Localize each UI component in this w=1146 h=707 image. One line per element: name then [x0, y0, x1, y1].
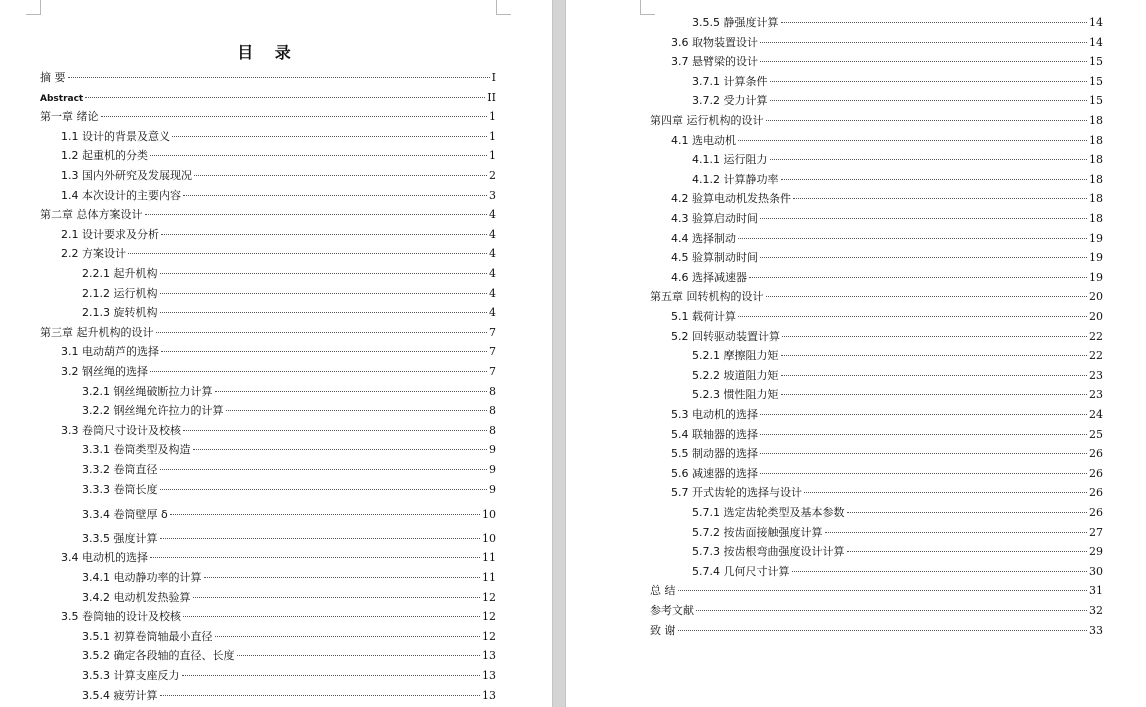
page-gap — [552, 0, 566, 707]
toc-dot-leader — [804, 491, 1087, 493]
toc-entry-page-number: 9 — [489, 443, 496, 457]
toc-entry-title: 3.5.4 疲劳计算 — [82, 688, 158, 702]
toc-entry-title: 第三章 起升机构的设计 — [40, 325, 154, 339]
toc-entry-title: 5.2.3 惯性阻力矩 — [692, 388, 779, 402]
toc-dot-leader — [160, 468, 488, 470]
toc-entry-title: 3.2 钢丝绳的选择 — [61, 365, 148, 378]
toc-entry[interactable] — [671, 444, 1103, 464]
toc-entry-title: 2.1.2 运行机构 — [82, 286, 158, 300]
toc-entry-title: 3.5.3 计算支座反力 — [82, 669, 180, 682]
toc-dot-leader — [150, 370, 487, 372]
toc-dot-leader — [204, 576, 481, 578]
toc-entry-title: 5.7.3 按齿根弯曲强度设计计算 — [692, 545, 845, 559]
toc-entry[interactable] — [82, 460, 496, 480]
toc-entry[interactable] — [82, 505, 496, 525]
toc-entry-page-number: 4 — [489, 227, 496, 241]
toc-entry[interactable] — [82, 529, 496, 549]
toc-dot-leader — [760, 452, 1087, 454]
toc-dot-leader — [160, 311, 488, 313]
toc-dot-leader — [194, 174, 487, 176]
toc-entry[interactable] — [61, 146, 496, 166]
toc-entry-title: 2.2 方案设计 — [61, 247, 126, 261]
toc-entry[interactable] — [650, 601, 1103, 621]
toc-entry-page-number: 26 — [1089, 447, 1103, 461]
toc-dot-leader — [183, 194, 487, 196]
toc-entry-title: 3.6 取物装置设计 — [671, 35, 758, 49]
toc-entry-title: 2.1.3 旋转机构 — [82, 306, 158, 320]
toc-entry-title: 5.2.1 摩擦阻力矩 — [692, 349, 779, 363]
toc-entry-page-number: 23 — [1089, 388, 1103, 402]
toc-entry-title: 5.1 载荷计算 — [671, 310, 736, 323]
toc-entry-page-number: 8 — [489, 404, 496, 418]
toc-entry-page-number: 4 — [489, 286, 496, 300]
toc-entry[interactable] — [671, 464, 1103, 484]
toc-entry-page-number: 11 — [482, 551, 496, 565]
toc-entry-page-number: 12 — [482, 590, 496, 604]
toc-title: 目 录 — [237, 43, 299, 62]
toc-dot-leader — [193, 448, 488, 450]
toc-entry[interactable] — [82, 666, 496, 686]
toc-entry-title: 摘 要 — [40, 71, 66, 84]
toc-entry-title: 5.7.2 按齿面接触强度计算 — [692, 525, 823, 539]
toc-entry[interactable] — [82, 440, 496, 460]
toc-entry-page-number: 32 — [1089, 604, 1103, 617]
toc-entry-page-number: 26 — [1089, 466, 1103, 480]
toc-entry[interactable] — [82, 303, 496, 323]
toc-entry-title: 5.5 制动器的选择 — [671, 447, 758, 461]
toc-dot-leader — [678, 589, 1088, 591]
toc-entry-page-number: 25 — [1089, 427, 1103, 441]
toc-entry-page-number: 19 — [1089, 251, 1103, 265]
toc-dot-leader — [215, 635, 481, 637]
toc-entry[interactable] — [61, 607, 496, 627]
toc-entry[interactable] — [671, 229, 1103, 249]
toc-entry-page-number: 14 — [1089, 35, 1103, 49]
toc-entry-page-number: 24 — [1089, 408, 1103, 421]
toc-entry-page-number: 4 — [489, 267, 496, 280]
toc-entry[interactable] — [40, 107, 496, 127]
toc-dot-leader — [161, 350, 487, 352]
toc-entry-title: 第五章 回转机构的设计 — [650, 290, 764, 304]
toc-entry-page-number: 33 — [1089, 623, 1103, 637]
toc-entry-title: 第四章 运行机构的设计 — [650, 114, 764, 127]
toc-entry-title: 4.2 验算电动机发热条件 — [671, 192, 791, 206]
document-page-right — [566, 0, 1146, 707]
toc-entry-page-number: 15 — [1089, 74, 1103, 88]
toc-entry-title: 3.7.2 受力计算 — [692, 94, 768, 108]
toc-entry[interactable] — [61, 186, 496, 206]
toc-entry-page-number: 19 — [1089, 231, 1103, 245]
toc-entry[interactable] — [82, 588, 496, 608]
toc-entry-title: 第一章 绪论 — [40, 110, 99, 124]
toc-entry-page-number: 7 — [489, 345, 496, 359]
document-page-left — [0, 0, 552, 707]
toc-entry[interactable] — [692, 562, 1103, 582]
toc-entry[interactable] — [671, 425, 1103, 445]
toc-entry-title: 4.1 选电动机 — [671, 133, 736, 147]
toc-dot-leader — [156, 331, 488, 333]
toc-entry[interactable] — [692, 346, 1103, 366]
toc-entry-title: 5.4 联轴器的选择 — [671, 427, 758, 441]
toc-dot-leader — [749, 276, 1087, 278]
toc-entry-title: 3.1 电动葫芦的选择 — [61, 345, 159, 359]
toc-entry-page-number: I — [491, 71, 496, 84]
toc-dot-leader — [678, 629, 1088, 631]
toc-dot-leader — [237, 654, 481, 656]
toc-entry-page-number: 8 — [489, 423, 496, 437]
toc-dot-leader — [781, 374, 1088, 376]
toc-entry-title: Abstract — [40, 93, 84, 104]
toc-entry-title: 1.1 设计的背景及意义 — [61, 129, 170, 143]
toc-entry-title: 4.5 验算制动时间 — [671, 251, 758, 265]
toc-entry[interactable] — [61, 362, 496, 382]
toc-dot-leader — [160, 272, 488, 274]
toc-entry[interactable] — [61, 225, 496, 245]
toc-entry-page-number: 10 — [482, 508, 496, 522]
toc-dot-leader — [161, 233, 487, 235]
toc-dot-leader — [183, 615, 480, 617]
toc-entry-title: 5.2 回转驱动装置计算 — [671, 329, 780, 343]
toc-entry[interactable] — [671, 52, 1103, 72]
toc-entry[interactable] — [692, 385, 1103, 405]
toc-entry-title: 3.5.5 静强度计算 — [692, 16, 779, 29]
toc-entry[interactable] — [82, 401, 496, 421]
toc-entry-page-number: 20 — [1089, 290, 1103, 304]
toc-dot-leader — [183, 429, 487, 431]
toc-dot-leader — [128, 252, 487, 254]
toc-dot-leader — [738, 139, 1087, 141]
toc-entry-title: 5.7 开式齿轮的选择与设计 — [671, 486, 802, 500]
toc-entry-page-number: II — [487, 90, 496, 104]
toc-entry[interactable] — [671, 327, 1103, 347]
toc-dot-leader — [782, 335, 1087, 337]
toc-entry[interactable] — [82, 480, 496, 500]
toc-entry[interactable] — [692, 91, 1103, 111]
toc-entry[interactable] — [82, 284, 496, 304]
toc-entry-page-number: 1 — [489, 110, 496, 124]
toc-dot-leader — [150, 154, 487, 156]
toc-entry[interactable] — [61, 421, 496, 441]
toc-entry-title: 1.3 国内外研究及发展现况 — [61, 169, 192, 182]
toc-entry-title: 4.1.2 计算静功率 — [692, 172, 779, 186]
toc-entry-title: 3.2.2 钢丝绳允许拉力的计算 — [82, 404, 224, 418]
toc-dot-leader — [696, 609, 1087, 611]
toc-dot-leader — [172, 135, 487, 137]
toc-entry[interactable] — [61, 244, 496, 264]
toc-entry[interactable] — [650, 621, 1103, 641]
toc-entry-title: 3.5.1 初算卷筒轴最小直径 — [82, 629, 213, 643]
toc-entry-page-number: 22 — [1089, 329, 1103, 343]
toc-entry[interactable] — [671, 483, 1103, 503]
toc-dot-leader — [847, 511, 1088, 513]
toc-entry-page-number: 7 — [489, 365, 496, 378]
toc-entry-title: 3.3.1 卷筒类型及构造 — [82, 443, 191, 457]
toc-entry-page-number: 4 — [489, 208, 496, 222]
toc-entry-title: 参考文献 — [650, 604, 694, 617]
toc-entry[interactable] — [40, 205, 496, 225]
toc-entry[interactable] — [692, 366, 1103, 386]
toc-entry-page-number: 12 — [482, 629, 496, 643]
toc-entry-title: 3.3.5 强度计算 — [82, 531, 158, 545]
toc-entry-title: 3.3.3 卷筒长度 — [82, 482, 158, 496]
toc-entry-page-number: 1 — [489, 149, 496, 163]
toc-entry[interactable] — [40, 323, 496, 343]
toc-entry[interactable] — [671, 268, 1103, 288]
toc-entry-page-number: 15 — [1089, 94, 1103, 108]
toc-entry-page-number: 26 — [1089, 506, 1103, 519]
toc-dot-leader — [145, 213, 488, 215]
toc-dot-leader — [770, 80, 1088, 82]
toc-entry-title: 2.2.1 起升机构 — [82, 267, 158, 280]
toc-entry-page-number: 8 — [489, 384, 496, 398]
toc-entry-title: 3.4.1 电动静功率的计算 — [82, 571, 202, 584]
crop-mark — [640, 0, 655, 15]
toc-entry-page-number: 22 — [1089, 349, 1103, 363]
toc-dot-leader — [825, 531, 1088, 533]
toc-entry[interactable] — [82, 264, 496, 284]
toc-entry-page-number: 4 — [489, 306, 496, 320]
toc-entry-page-number: 18 — [1089, 172, 1103, 186]
toc-entry-title: 4.4 选择制动 — [671, 231, 736, 245]
toc-dot-leader — [85, 96, 485, 98]
toc-entry-title: 5.2.2 坡道阻力矩 — [692, 368, 779, 382]
toc-entry-page-number: 13 — [482, 649, 496, 663]
toc-entry[interactable] — [82, 568, 496, 588]
toc-dot-leader — [770, 158, 1088, 160]
toc-dot-leader — [766, 295, 1088, 297]
crop-mark — [26, 0, 41, 15]
toc-dot-leader — [792, 570, 1088, 572]
toc-entry-title: 致 谢 — [650, 623, 676, 637]
toc-entry-page-number: 29 — [1089, 545, 1103, 559]
toc-entry-title: 4.1.1 运行阻力 — [692, 153, 768, 167]
toc-entry-title: 总 结 — [650, 584, 676, 598]
toc-entry-title: 3.7.1 计算条件 — [692, 74, 768, 88]
toc-entry[interactable] — [671, 307, 1103, 327]
toc-entry[interactable] — [61, 127, 496, 147]
toc-entry-page-number: 18 — [1089, 153, 1103, 167]
toc-entry-page-number: 30 — [1089, 564, 1103, 578]
toc-entry-page-number: 12 — [482, 610, 496, 624]
toc-dot-leader — [793, 197, 1087, 199]
toc-dot-leader — [760, 433, 1087, 435]
toc-dot-leader — [738, 237, 1087, 239]
toc-dot-leader — [150, 556, 480, 558]
toc-entry-page-number: 15 — [1089, 55, 1103, 69]
toc-entry-title: 1.2 起重机的分类 — [61, 149, 148, 163]
toc-entry[interactable] — [671, 248, 1103, 268]
toc-entry[interactable] — [40, 88, 496, 108]
toc-dot-leader — [170, 513, 480, 515]
toc-entry-title: 3.3.4 卷筒壁厚 δ — [82, 508, 168, 522]
toc-entry[interactable] — [650, 581, 1103, 601]
toc-entry-title: 3.2.1 钢丝绳破断拉力计算 — [82, 384, 213, 398]
toc-dot-leader — [160, 537, 481, 539]
toc-entry-page-number: 14 — [1089, 16, 1103, 29]
toc-entry[interactable] — [692, 13, 1103, 33]
toc-entry-title: 5.6 减速器的选择 — [671, 466, 758, 480]
toc-entry-title: 3.5.2 确定各段轴的直径、长度 — [82, 649, 235, 663]
toc-entry-page-number: 18 — [1089, 133, 1103, 147]
toc-dot-leader — [781, 21, 1088, 23]
toc-entry[interactable] — [82, 627, 496, 647]
toc-entry[interactable] — [82, 686, 496, 706]
toc-entry[interactable] — [61, 548, 496, 568]
toc-entry-page-number: 10 — [482, 531, 496, 545]
toc-entry[interactable] — [40, 68, 496, 88]
toc-dot-leader — [193, 596, 481, 598]
toc-entry-title: 3.4.2 电动机发热验算 — [82, 590, 191, 604]
toc-entry-page-number: 18 — [1089, 114, 1103, 127]
toc-entry-title: 3.4 电动机的选择 — [61, 551, 148, 565]
toc-dot-leader — [226, 409, 488, 411]
toc-entry-title: 3.3.2 卷筒直径 — [82, 463, 158, 476]
crop-mark — [496, 0, 511, 15]
toc-entry[interactable] — [671, 131, 1103, 151]
toc-entry-page-number: 19 — [1089, 270, 1103, 284]
toc-entry-title: 5.7.4 几何尺寸计算 — [692, 564, 790, 578]
toc-entry-page-number: 3 — [489, 188, 496, 202]
toc-entry-page-number: 23 — [1089, 368, 1103, 382]
toc-entry-page-number: 13 — [482, 688, 496, 702]
toc-dot-leader — [760, 472, 1087, 474]
toc-entry-title: 5.3 电动机的选择 — [671, 408, 758, 421]
toc-entry-page-number: 4 — [489, 247, 496, 261]
toc-entry-page-number: 13 — [482, 669, 496, 682]
toc-entry-page-number: 18 — [1089, 212, 1103, 225]
toc-entry-title: 1.4 本次设计的主要内容 — [61, 188, 181, 202]
toc-entry-page-number: 9 — [489, 482, 496, 496]
toc-entry[interactable] — [650, 287, 1103, 307]
toc-dot-leader — [760, 60, 1087, 62]
toc-entry-title: 2.1 设计要求及分析 — [61, 227, 159, 241]
toc-entry[interactable] — [692, 170, 1103, 190]
toc-dot-leader — [781, 178, 1088, 180]
toc-entry[interactable] — [61, 166, 496, 186]
toc-entry[interactable] — [671, 209, 1103, 229]
toc-entry-title: 4.3 验算启动时间 — [671, 212, 758, 225]
toc-entry-page-number: 11 — [482, 571, 496, 584]
toc-entry[interactable] — [671, 33, 1103, 53]
toc-dot-leader — [160, 488, 488, 490]
toc-dot-leader — [760, 413, 1087, 415]
toc-entry[interactable] — [692, 542, 1103, 562]
toc-dot-leader — [781, 393, 1088, 395]
toc-dot-leader — [160, 694, 481, 696]
toc-entry-page-number: 27 — [1089, 525, 1103, 539]
toc-dot-leader — [215, 390, 488, 392]
toc-entry[interactable] — [61, 342, 496, 362]
toc-entry[interactable] — [82, 382, 496, 402]
toc-entry-title: 3.7 悬臂梁的设计 — [671, 55, 758, 69]
toc-entry-page-number: 2 — [489, 169, 496, 182]
toc-dot-leader — [766, 119, 1088, 121]
toc-entry-page-number: 26 — [1089, 486, 1103, 500]
toc-entry[interactable] — [82, 646, 496, 666]
toc-dot-leader — [760, 217, 1087, 219]
toc-dot-leader — [847, 550, 1088, 552]
toc-dot-leader — [182, 674, 481, 676]
toc-entry-title: 3.3 卷筒尺寸设计及校核 — [61, 423, 181, 437]
toc-dot-leader — [101, 115, 488, 117]
toc-entry-page-number: 20 — [1089, 310, 1103, 323]
toc-entry-page-number: 9 — [489, 463, 496, 476]
toc-entry[interactable] — [692, 523, 1103, 543]
toc-entry-title: 5.7.1 选定齿轮类型及基本参数 — [692, 506, 845, 519]
toc-entry-title: 4.6 选择减速器 — [671, 270, 747, 284]
toc-entry[interactable] — [650, 111, 1103, 131]
toc-dot-leader — [760, 256, 1087, 258]
toc-entry-title: 3.5 卷筒轴的设计及校核 — [61, 610, 181, 624]
toc-entry-page-number: 18 — [1089, 192, 1103, 206]
toc-dot-leader — [760, 41, 1087, 43]
toc-entry-page-number: 31 — [1089, 584, 1103, 598]
toc-entry[interactable] — [692, 72, 1103, 92]
toc-entry[interactable] — [671, 405, 1103, 425]
toc-entry[interactable] — [692, 150, 1103, 170]
toc-dot-leader — [738, 315, 1087, 317]
toc-dot-leader — [770, 99, 1088, 101]
toc-entry[interactable] — [692, 503, 1103, 523]
toc-entry-title: 第二章 总体方案设计 — [40, 208, 143, 222]
toc-dot-leader — [160, 292, 488, 294]
toc-entry-page-number: 7 — [489, 325, 496, 339]
toc-entry[interactable] — [671, 189, 1103, 209]
toc-entry-page-number: 1 — [489, 129, 496, 143]
toc-dot-leader — [781, 354, 1088, 356]
toc-dot-leader — [68, 76, 490, 78]
